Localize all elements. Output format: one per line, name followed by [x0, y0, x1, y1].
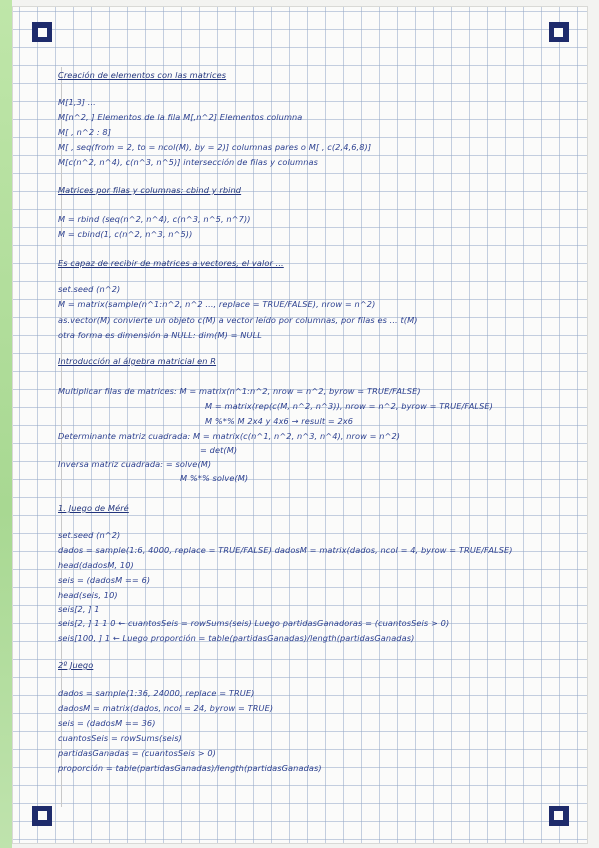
- note-line: seis[100, ] 1 ← Luego proporción = table(partidasGanadas)/length(partidasGanadas): [58, 633, 415, 643]
- note-line: cuantosSeis = rowSums(seis): [58, 733, 182, 743]
- note-line: M = rbind (seq(n^2, n^4), c(n^3, n^5, n^7)): [58, 214, 251, 224]
- heading: 1. Juego de Méré: [58, 503, 129, 513]
- corner-mark-top-right: [549, 22, 569, 42]
- note-line: M = matrix(rep(c(M, n^2, n^3)), nrow = n^2, byrow = TRUE/FALSE): [205, 401, 493, 411]
- note-line: set.seed (n^2): [58, 284, 121, 294]
- note-line: seis = (dadosM == 36): [58, 718, 156, 728]
- corner-mark-bottom-left: [32, 806, 52, 826]
- note-line: M %*% solve(M): [180, 473, 249, 483]
- note-line: M = cbind(1, c(n^2, n^3, n^5)): [58, 229, 193, 239]
- corner-mark-bottom-right: [549, 806, 569, 826]
- note-line: head(dadosM, 10): [58, 560, 134, 570]
- note-line: seis[2, ] 1: [58, 604, 100, 614]
- note-line: = det(M): [200, 445, 238, 455]
- note-line: Multiplicar filas de matrices: M = matrix(n^1:n^2, nrow = n^2, byrow = TRUE/FALSE): [58, 386, 421, 396]
- note-line: Determinante matriz cuadrada: M = matrix(c(n^1, n^2, n^3, n^4), nrow = n^2): [58, 431, 401, 441]
- note-line: M %*% M 2x4 y 4x6 → result = 2x6: [205, 416, 354, 426]
- note-line: dados = sample(1:36, 24000, replace = TRUE): [58, 688, 255, 698]
- note-line: M[ , n^2 : 8]: [58, 127, 111, 137]
- note-line: Inversa matriz cuadrada: = solve(M): [58, 459, 212, 469]
- heading: Es capaz de recibir de matrices a vectores, el valor ...: [58, 258, 284, 268]
- note-line: partidasGanadas = (cuantosSeis > 0): [58, 748, 216, 758]
- note-line: dadosM = matrix(dados, ncol = 24, byrow = TRUE): [58, 703, 274, 713]
- note-line: M = matrix(sample(n^1:n^2, n^2 ..., replace = TRUE/FALSE), nrow = n^2): [58, 299, 376, 309]
- corner-mark-top-left: [32, 22, 52, 42]
- note-line: dados = sample(1:6, 4000, replace = TRUE/FALSE) dadosM = matrix(dados, ncol = 4, byrow = TRUE/FALSE): [58, 545, 513, 555]
- note-line: M[1,3] ...: [58, 97, 96, 107]
- heading: 2º Juego: [58, 660, 94, 670]
- note-line: seis[2, ] 1 1 0 ← cuantosSeis = rowSums(seis) Luego partidasGanadoras = (cuantosSeis > 0): [58, 618, 450, 628]
- note-line: set.seed (n^2): [58, 530, 121, 540]
- note-line: M[c(n^2, n^4), c(n^3, n^5)] intersección de filas y columnas: [58, 157, 318, 167]
- heading: Creación de elementos con las matrices: [58, 70, 227, 80]
- note-line: as.vector(M) convierte un objeto c(M) a vector leído por columnas, por filas es ... t(M): [58, 315, 418, 325]
- heading: Introducción al álgebra matricial en R: [58, 356, 217, 366]
- note-line: proporción = table(partidasGanadas)/length(partidasGanadas): [58, 763, 322, 773]
- note-line: head(seis, 10): [58, 590, 118, 600]
- notebook-binding-strip: [0, 0, 12, 848]
- note-line: M[ , seq(from = 2, to = ncol(M), by = 2)] columnas pares o M[ , c(2,4,6,8)]: [58, 142, 372, 152]
- heading: Matrices por filas y columnas: cbind y rbind: [58, 185, 242, 195]
- note-line: M[n^2, ] Elementos de la fila M[,n^2] Elementos columna: [58, 112, 303, 122]
- note-line: otra forma es dimensión a NULL: dim(M) = NULL: [58, 330, 262, 340]
- note-line: seis = (dadosM == 6): [58, 575, 151, 585]
